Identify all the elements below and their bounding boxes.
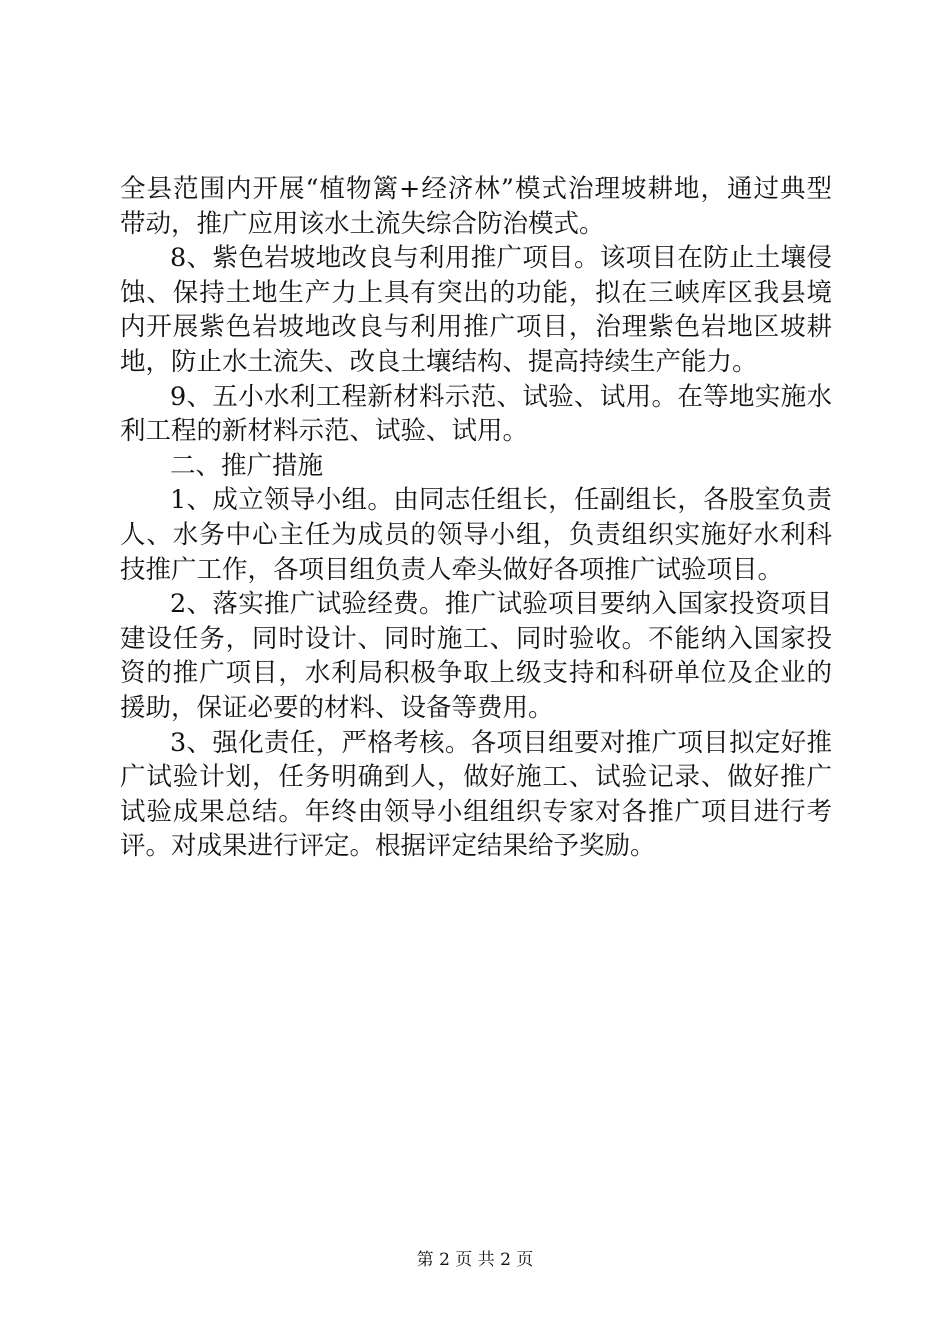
paragraph-line: 9、五小水利工程新材料示范、试验、试用。在等地实施水 xyxy=(170,381,832,412)
document-body xyxy=(120,172,832,864)
paragraph-line: 内开展紫色岩坡地改良与利用推广项目，治理紫色岩地区坡耕 xyxy=(120,312,832,343)
paragraph-line: 2、落实推广试验经费。推广试验项目要纳入国家投资项目 xyxy=(170,589,832,620)
section-heading: 二、推广措施 xyxy=(170,450,324,481)
paragraph-line: 援助，保证必要的材料、设备等费用。 xyxy=(120,692,554,723)
paragraph-line: 8、紫色岩坡地改良与利用推广项目。该项目在防止土壤侵 xyxy=(170,243,832,274)
paragraph-line: 利工程的新材料示范、试验、试用。 xyxy=(120,416,529,447)
paragraph-line: 地，防止水土流失、改良土壤结构、提高持续生产能力。 xyxy=(120,346,758,377)
page-number-footer: 第 2 页 共 2 页 xyxy=(416,1250,534,1270)
paragraph-line: 试验成果总结。年终由领导小组组织专家对各推广项目进行考 xyxy=(120,796,832,827)
paragraph-line: 评。对成果进行评定。根据评定结果给予奖励。 xyxy=(120,831,656,862)
paragraph-line: 蚀、保持土地生产力上具有突出的功能，拟在三峡库区我县境 xyxy=(120,277,832,308)
paragraph-line: 建设任务，同时设计、同时施工、同时验收。不能纳入国家投 xyxy=(120,623,832,654)
paragraph-line: 1、成立领导小组。由同志任组长，任副组长，各股室负责 xyxy=(170,485,832,516)
paragraph-line: 技推广工作，各项目组负责人牵头做好各项推广试验项目。 xyxy=(120,554,784,585)
paragraph-line: 广试验计划，任务明确到人，做好施工、试验记录、做好推广 xyxy=(120,762,832,793)
paragraph-line: 3、强化责任，严格考核。各项目组要对推广项目拟定好推 xyxy=(170,727,832,758)
paragraph-line: 资的推广项目，水利局积极争取上级支持和科研单位及企业的 xyxy=(120,658,832,689)
paragraph-line: 全县范围内开展“植物篱+经济林”模式治理坡耕地，通过典型 xyxy=(120,174,832,204)
paragraph-line: 人、水务中心主任为成员的领导小组，负责组织实施好水利科 xyxy=(120,519,832,550)
paragraph-line: 带动，推广应用该水土流失综合防治模式。 xyxy=(120,208,605,239)
